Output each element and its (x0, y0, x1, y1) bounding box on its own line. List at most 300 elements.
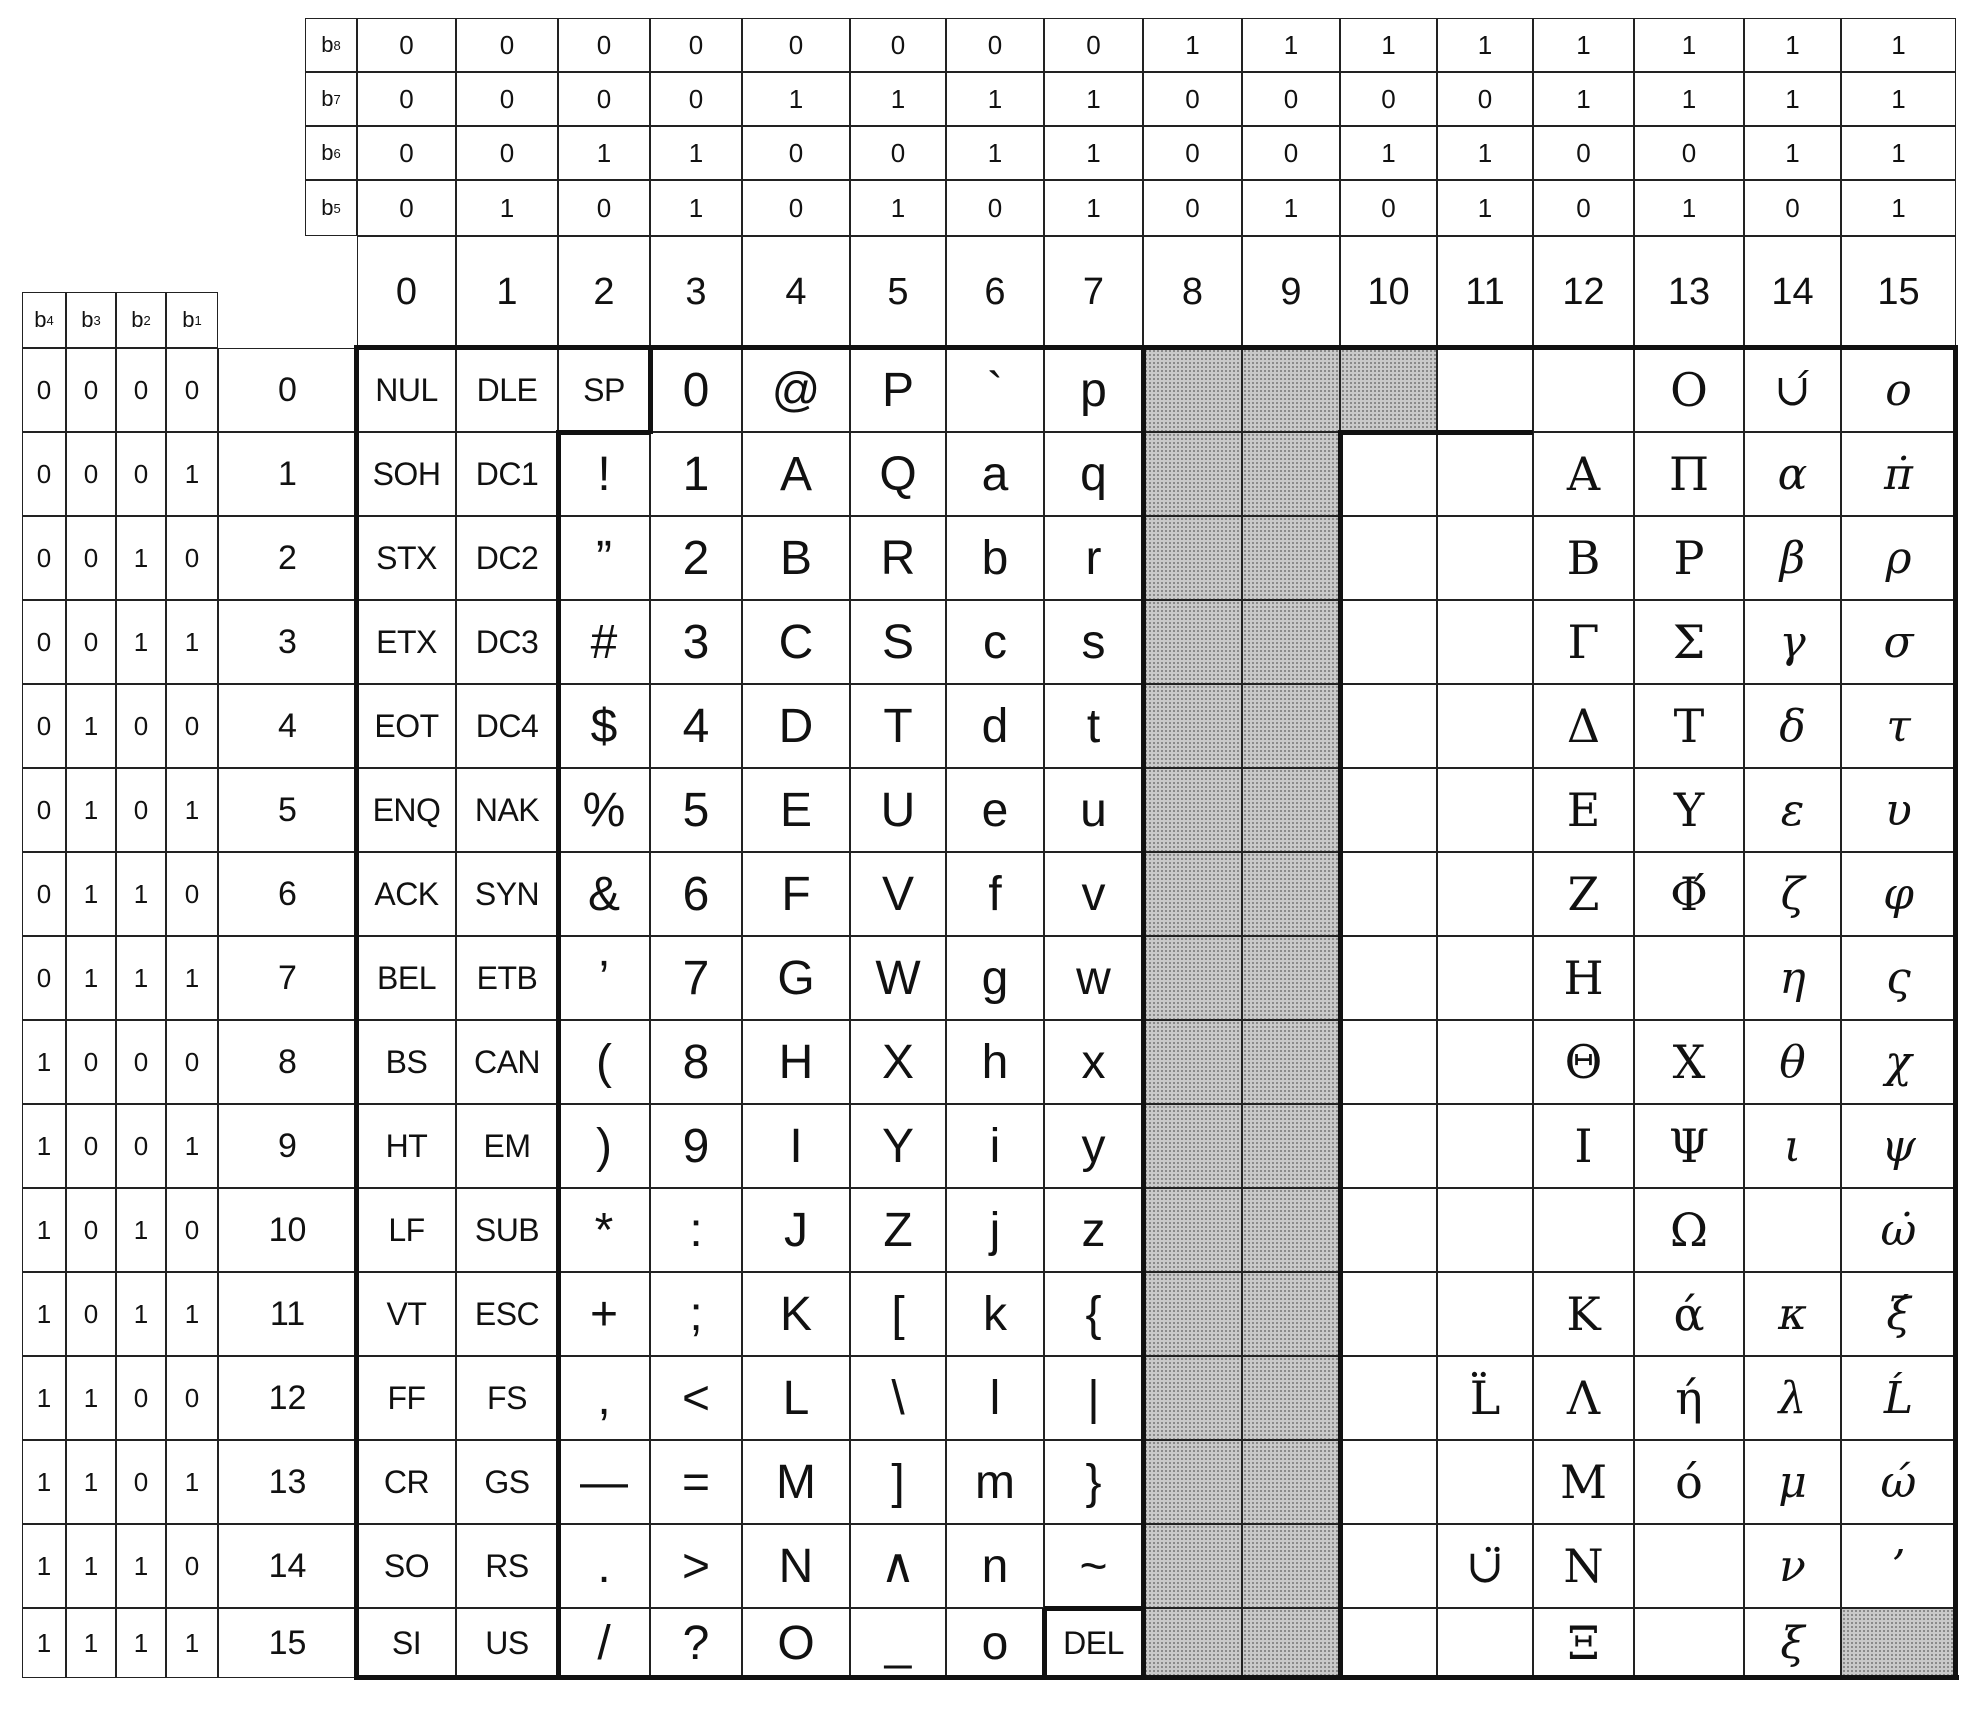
column-bit-value: 1 (650, 180, 742, 236)
code-cell: γ (1744, 600, 1841, 684)
code-cell: ι (1744, 1104, 1841, 1188)
row-bit-value: 1 (22, 1104, 66, 1188)
bit-label-index: 4 (46, 312, 54, 328)
code-cell (1841, 1608, 1956, 1678)
code-cell (1437, 516, 1533, 600)
code-cell (1242, 348, 1340, 432)
code-cell: Λ (1533, 1356, 1634, 1440)
code-cell (1437, 1440, 1533, 1524)
column-bit-value: 1 (946, 126, 1044, 180)
row-bit-value: 0 (66, 1272, 116, 1356)
row-bit-value: 0 (166, 684, 218, 768)
row-number: 1 (218, 432, 357, 516)
code-cell: ω̇ (1841, 1188, 1956, 1272)
code-cell: NAK (456, 768, 558, 852)
code-cell: STX (357, 516, 456, 600)
code-cell: 8 (650, 1020, 742, 1104)
row-bit-value: 0 (116, 768, 166, 852)
column-bit-value: 0 (558, 72, 650, 126)
code-cell: Ζ (1533, 852, 1634, 936)
code-cell: 5 (650, 768, 742, 852)
code-cell (1242, 1440, 1340, 1524)
row-bit-value: 0 (116, 1020, 166, 1104)
code-cell (1242, 684, 1340, 768)
code-cell (1340, 1440, 1437, 1524)
code-cell: Ξ (1533, 1608, 1634, 1678)
column-bit-value: 1 (946, 72, 1044, 126)
code-cell: F (742, 852, 850, 936)
row-bit-value: 1 (166, 1440, 218, 1524)
row-number: 11 (218, 1272, 357, 1356)
row-bit-value: 1 (22, 1272, 66, 1356)
code-cell: λ (1744, 1356, 1841, 1440)
code-cell (1242, 600, 1340, 684)
code-cell: β (1744, 516, 1841, 600)
code-cell (1533, 1188, 1634, 1272)
code-cell: Ψ (1634, 1104, 1744, 1188)
code-cell: = (650, 1440, 742, 1524)
code-cell: l (946, 1356, 1044, 1440)
code-cell: O (1634, 348, 1744, 432)
code-cell (1143, 1524, 1242, 1608)
row-bit-value: 0 (66, 600, 116, 684)
code-cell: ρ (1841, 516, 1956, 600)
column-bit-label (305, 72, 357, 126)
code-cell: D (742, 684, 850, 768)
column-bit-value: 0 (1143, 126, 1242, 180)
code-cell: DC3 (456, 600, 558, 684)
column-number: 15 (1841, 236, 1956, 348)
code-cell: χ (1841, 1020, 1956, 1104)
code-cell: g (946, 936, 1044, 1020)
column-bit-value: 0 (357, 18, 456, 72)
row-bit-value: 0 (22, 348, 66, 432)
code-cell: X (850, 1020, 946, 1104)
row-bit-value: 1 (116, 516, 166, 600)
row-bit-value: 0 (166, 852, 218, 936)
code-cell: ETX (357, 600, 456, 684)
code-cell (1143, 936, 1242, 1020)
column-bit-value: 0 (1340, 180, 1437, 236)
row-bit-value: 0 (66, 1104, 116, 1188)
code-cell (1340, 1020, 1437, 1104)
column-bit-value: 1 (1634, 72, 1744, 126)
code-cell: 7 (650, 936, 742, 1020)
row-bit-value: 1 (166, 1272, 218, 1356)
column-bit-value: 1 (1841, 18, 1956, 72)
code-cell: , (558, 1356, 650, 1440)
row-bit-value: 0 (116, 432, 166, 516)
code-cell: ` (946, 348, 1044, 432)
code-cell: S (850, 600, 946, 684)
bit-label-base: b (321, 32, 334, 57)
row-bit-value: 1 (66, 1608, 116, 1678)
code-cell: ! (558, 432, 650, 516)
code-cell: s (1044, 600, 1143, 684)
code-cell: 3 (650, 600, 742, 684)
column-bit-value: 1 (1143, 18, 1242, 72)
thick-border-line (1042, 1608, 1047, 1678)
code-cell: σ (1841, 600, 1956, 684)
code-cell: Α (1533, 432, 1634, 516)
column-bit-value: 0 (650, 18, 742, 72)
row-bit-value: 0 (66, 348, 116, 432)
code-cell: I (742, 1104, 850, 1188)
code-cell: ν (1744, 1524, 1841, 1608)
bit-label-index: 8 (333, 37, 341, 53)
bit-label-index: 2 (143, 312, 151, 328)
row-number: 12 (218, 1356, 357, 1440)
code-cell (1437, 936, 1533, 1020)
code-cell (1242, 1272, 1340, 1356)
code-cell: US (456, 1608, 558, 1678)
column-bit-value: 0 (1242, 126, 1340, 180)
code-cell: ] (850, 1440, 946, 1524)
row-bit-value: 0 (116, 1104, 166, 1188)
code-cell: Γ (1533, 600, 1634, 684)
code-cell: NUL (357, 348, 456, 432)
code-cell: ∧ (850, 1524, 946, 1608)
code-cell: κ (1744, 1272, 1841, 1356)
code-cell: SI (357, 1608, 456, 1678)
code-cell: ” (558, 516, 650, 600)
row-bit-value: 1 (22, 1440, 66, 1524)
row-bit-value: 0 (22, 516, 66, 600)
code-cell: r (1044, 516, 1143, 600)
code-cell: Δ (1533, 684, 1634, 768)
code-cell (1143, 600, 1242, 684)
code-cell: Μ (1533, 1440, 1634, 1524)
code-cell: CR (357, 1440, 456, 1524)
column-bit-value: 1 (1533, 72, 1634, 126)
thick-border-line (556, 430, 561, 1678)
code-cell: SUB (456, 1188, 558, 1272)
code-cell: x (1044, 1020, 1143, 1104)
code-cell: Y (850, 1104, 946, 1188)
code-cell: @ (742, 348, 850, 432)
code-cell (1340, 1356, 1437, 1440)
row-bit-value: 1 (166, 432, 218, 516)
column-bit-value: 1 (850, 72, 946, 126)
code-cell (1437, 600, 1533, 684)
column-bit-label (305, 18, 357, 72)
column-bit-value: 1 (850, 180, 946, 236)
code-cell: Q (850, 432, 946, 516)
row-bit-value: 0 (22, 684, 66, 768)
code-cell: b (946, 516, 1044, 600)
code-cell: ~ (1044, 1524, 1143, 1608)
column-number: 7 (1044, 236, 1143, 348)
column-bit-value: 0 (558, 18, 650, 72)
code-cell: ψ (1841, 1104, 1956, 1188)
code-cell: Χ (1634, 1020, 1744, 1104)
bit-label-base: b (34, 307, 47, 332)
code-cell (1242, 768, 1340, 852)
code-cell: $ (558, 684, 650, 768)
code-cell (1437, 432, 1533, 516)
code-cell: v (1044, 852, 1143, 936)
code-cell (1340, 516, 1437, 600)
code-cell: FS (456, 1356, 558, 1440)
row-bit-value: 0 (22, 600, 66, 684)
column-bit-value: 0 (946, 18, 1044, 72)
row-bit-value: 1 (166, 1104, 218, 1188)
code-cell: ENQ (357, 768, 456, 852)
column-bit-value: 0 (850, 126, 946, 180)
code-cell (1340, 1188, 1437, 1272)
code-cell: Ω (1634, 1188, 1744, 1272)
column-bit-value: 1 (650, 126, 742, 180)
row-bit-value: 1 (66, 1356, 116, 1440)
code-cell (1634, 1524, 1744, 1608)
code-cell: 6 (650, 852, 742, 936)
code-cell: U (850, 768, 946, 852)
column-number: 6 (946, 236, 1044, 348)
column-bit-value: 1 (1044, 180, 1143, 236)
code-cell: { (1044, 1272, 1143, 1356)
column-bit-value: 1 (1437, 126, 1533, 180)
column-bit-value: 1 (1841, 180, 1956, 236)
row-bit-value: 1 (22, 1356, 66, 1440)
code-cell: # (558, 600, 650, 684)
code-cell: Ε (1533, 768, 1634, 852)
column-bit-value: 1 (1634, 18, 1744, 72)
column-bit-value: 0 (1143, 180, 1242, 236)
column-bit-value: 0 (456, 72, 558, 126)
code-cell: y (1044, 1104, 1143, 1188)
row-number: 8 (218, 1020, 357, 1104)
code-cell: a (946, 432, 1044, 516)
code-cell: ξ́ (1841, 1272, 1956, 1356)
column-bit-value: 1 (742, 72, 850, 126)
code-cell (1242, 1104, 1340, 1188)
code-cell: 9 (650, 1104, 742, 1188)
column-number: 10 (1340, 236, 1437, 348)
column-bit-value: 0 (1437, 72, 1533, 126)
code-cell: ( (558, 1020, 650, 1104)
column-number: 2 (558, 236, 650, 348)
code-cell: k (946, 1272, 1044, 1356)
bit-label-index: 3 (93, 312, 101, 328)
column-bit-value: 0 (650, 72, 742, 126)
row-bit-value: 1 (116, 936, 166, 1020)
column-number: 1 (456, 236, 558, 348)
code-cell: E (742, 768, 850, 852)
column-bit-value: 1 (456, 180, 558, 236)
code-cell (1242, 852, 1340, 936)
column-bit-value: 1 (1242, 18, 1340, 72)
row-number: 6 (218, 852, 357, 936)
column-bit-value: 1 (1044, 72, 1143, 126)
code-cell (1437, 1104, 1533, 1188)
code-cell: 1 (650, 432, 742, 516)
bit-label-base: b (321, 86, 334, 111)
code-cell: + (558, 1272, 650, 1356)
code-cell (1242, 1608, 1340, 1678)
column-number: 8 (1143, 236, 1242, 348)
bit-label-index: 5 (333, 200, 341, 216)
row-bit-value: 0 (166, 1188, 218, 1272)
column-bit-value: 0 (1143, 72, 1242, 126)
code-cell: M (742, 1440, 850, 1524)
column-bit-value: 1 (1242, 180, 1340, 236)
code-cell (1242, 1524, 1340, 1608)
row-bit-value: 0 (116, 1356, 166, 1440)
row-bit-value: 1 (66, 1440, 116, 1524)
code-cell: n (946, 1524, 1044, 1608)
code-cell: Ι (1533, 1104, 1634, 1188)
code-cell: G (742, 936, 850, 1020)
code-cell: } (1044, 1440, 1143, 1524)
code-cell: CAN (456, 1020, 558, 1104)
column-bit-value: 1 (1744, 18, 1841, 72)
code-cell: C (742, 600, 850, 684)
row-bit-value: 1 (166, 600, 218, 684)
code-cell: EOT (357, 684, 456, 768)
row-number: 5 (218, 768, 357, 852)
thick-border-line (1044, 1606, 1143, 1611)
row-bit-value: 0 (116, 1440, 166, 1524)
code-cell (1437, 1272, 1533, 1356)
code-cell: * (558, 1188, 650, 1272)
code-cell: ξ (1744, 1608, 1841, 1678)
code-cell: ή (1634, 1356, 1744, 1440)
code-cell: τ (1841, 684, 1956, 768)
code-cell: Σ (1634, 600, 1744, 684)
code-cell: α (1744, 432, 1841, 516)
row-bit-value: 1 (66, 684, 116, 768)
code-cell: % (558, 768, 650, 852)
code-cell: m (946, 1440, 1044, 1524)
code-cell: 2 (650, 516, 742, 600)
column-bit-value: 0 (1533, 180, 1634, 236)
column-bit-value: 0 (1242, 72, 1340, 126)
code-cell: ) (558, 1104, 650, 1188)
code-cell: Κ (1533, 1272, 1634, 1356)
code-cell (1143, 852, 1242, 936)
column-bit-value: 0 (742, 180, 850, 236)
code-cell: _ (850, 1608, 946, 1678)
code-cell: K (742, 1272, 850, 1356)
code-cell (1143, 1272, 1242, 1356)
column-bit-value: 0 (1044, 18, 1143, 72)
code-cell: SO (357, 1524, 456, 1608)
code-cell: LF (357, 1188, 456, 1272)
column-bit-value: 0 (558, 180, 650, 236)
code-cell: SP (558, 348, 650, 432)
code-cell: h (946, 1020, 1044, 1104)
row-bit-value: 0 (66, 432, 116, 516)
code-cell: z (1044, 1188, 1143, 1272)
code-cell: P (850, 348, 946, 432)
code-cell (1437, 348, 1533, 432)
row-bit-value: 0 (166, 516, 218, 600)
code-cell: O (742, 1608, 850, 1678)
row-bit-value: 0 (22, 768, 66, 852)
code-cell: e (946, 768, 1044, 852)
row-number: 7 (218, 936, 357, 1020)
bit-label-base: b (182, 307, 195, 332)
bit-label-base: b (321, 195, 334, 220)
code-cell: ζ (1744, 852, 1841, 936)
column-bit-value: 1 (558, 126, 650, 180)
thick-border-line (354, 345, 359, 1678)
code-cell: | (1044, 1356, 1143, 1440)
code-cell (1143, 516, 1242, 600)
row-bit-value: 0 (66, 1020, 116, 1104)
code-cell: 0 (650, 348, 742, 432)
thick-border-line (1338, 430, 1533, 435)
code-cell: [ (850, 1272, 946, 1356)
code-cell: > (650, 1524, 742, 1608)
code-cell: f (946, 852, 1044, 936)
bit-label-base: b (131, 307, 144, 332)
column-number: 0 (357, 236, 456, 348)
row-bit-label (166, 292, 218, 348)
column-bit-value: 0 (357, 180, 456, 236)
code-cell (1143, 1188, 1242, 1272)
row-number: 9 (218, 1104, 357, 1188)
row-bit-value: 0 (66, 1188, 116, 1272)
row-bit-value: 1 (22, 1608, 66, 1678)
column-bit-value: 0 (357, 126, 456, 180)
code-cell: Ρ (1634, 516, 1744, 600)
row-bit-value: 0 (166, 1524, 218, 1608)
code-cell: Ĺ (1841, 1356, 1956, 1440)
column-bit-value: 0 (742, 18, 850, 72)
code-cell: 4 (650, 684, 742, 768)
row-number: 14 (218, 1524, 357, 1608)
column-number: 3 (650, 236, 742, 348)
code-cell: Ν (1533, 1524, 1634, 1608)
code-cell (1437, 1020, 1533, 1104)
row-bit-value: 1 (22, 1020, 66, 1104)
code-cell: RS (456, 1524, 558, 1608)
bit-label-index: 1 (194, 312, 202, 328)
code-cell: ώ (1841, 1440, 1956, 1524)
code-cell (1634, 1608, 1744, 1678)
row-number: 4 (218, 684, 357, 768)
code-cell: Θ (1533, 1020, 1634, 1104)
thick-border-line (354, 1675, 1959, 1680)
column-bit-value: 1 (1841, 72, 1956, 126)
bit-label-index: 7 (333, 91, 341, 107)
row-bit-value: 0 (166, 1356, 218, 1440)
row-bit-value: 0 (66, 516, 116, 600)
code-cell: DEL (1044, 1608, 1143, 1678)
code-cell (1242, 936, 1340, 1020)
code-cell (1340, 684, 1437, 768)
code-cell (1340, 1272, 1437, 1356)
row-bit-value: 0 (116, 348, 166, 432)
code-cell (1437, 768, 1533, 852)
column-bit-value: 1 (1841, 126, 1956, 180)
code-cell (1634, 936, 1744, 1020)
code-cell: H (742, 1020, 850, 1104)
code-cell: i (946, 1104, 1044, 1188)
thick-border-line (1953, 345, 1958, 1680)
column-number: 13 (1634, 236, 1744, 348)
row-bit-value: 1 (116, 852, 166, 936)
code-cell: DC2 (456, 516, 558, 600)
code-cell: o (946, 1608, 1044, 1678)
row-bit-value: 1 (116, 600, 166, 684)
code-cell: ό (1634, 1440, 1744, 1524)
code-cell: Φ́ (1634, 852, 1744, 936)
column-bit-value: 0 (1744, 180, 1841, 236)
code-cell: μ (1744, 1440, 1841, 1524)
code-cell: FF (357, 1356, 456, 1440)
